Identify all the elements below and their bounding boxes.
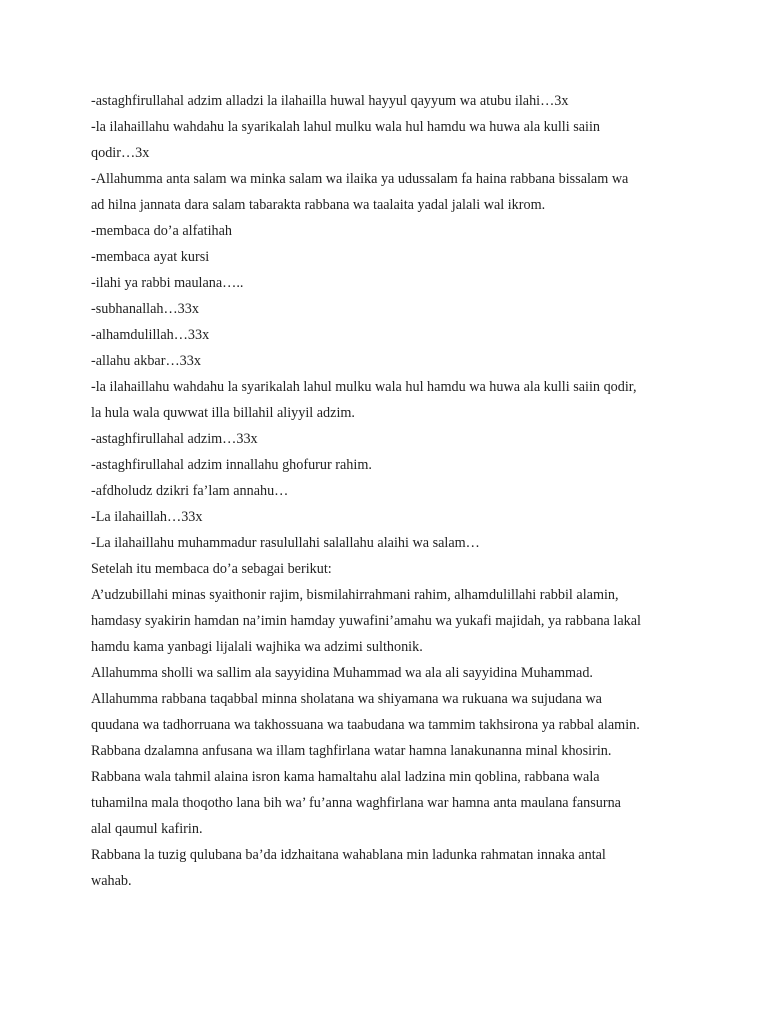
text-line: -subhanallah…33x xyxy=(91,301,199,317)
text-line: la hula wala quwwat illa billahil aliyyil adzim. xyxy=(91,405,355,421)
text-line: tuhamilna mala thoqotho lana bih wa’ fu’anna waghfirlana war hamna anta maulana fansurna xyxy=(91,795,621,811)
text-line: Allahumma rabbana taqabbal minna sholatana wa shiyamana wa rukuana wa sujudana wa xyxy=(91,691,602,707)
text-line: hamdu kama yanbagi lijalali wajhika wa adzimi sulthonik. xyxy=(91,639,423,655)
text-line: -Allahumma anta salam wa minka salam wa ilaika ya udussalam fa haina rabbana bissalam wa xyxy=(91,171,629,187)
text-line: wahab. xyxy=(91,873,132,889)
text-line: -membaca ayat kursi xyxy=(91,249,210,265)
text-line: A’udzubillahi minas syaithonir rajim, bismilahirrahmani rahim, alhamdulillahi rabbil alamin, xyxy=(91,587,619,603)
text-line: -afdholudz dzikri fa’lam annahu… xyxy=(91,483,289,499)
text-line: Setelah itu membaca do’a sebagai berikut: xyxy=(91,561,332,577)
text-line: -alhamdulillah…33x xyxy=(91,327,210,343)
document-page xyxy=(91,88,691,894)
text-line: alal qaumul kafirin. xyxy=(91,821,203,837)
text-line: qodir…3x xyxy=(91,145,150,161)
text-line: quudana wa tadhorruana wa takhossuana wa taabudana wa tammim takhsirona ya rabbal alamin. xyxy=(91,717,640,733)
text-line: Rabbana la tuzig qulubana ba’da idzhaitana wahablana min ladunka rahmatan innaka antal xyxy=(91,847,606,863)
text-line: Rabbana wala tahmil alaina isron kama hamaltahu alal ladzina min qoblina, rabbana wala xyxy=(91,769,600,785)
text-line: -la ilahaillahu wahdahu la syarikalah lahul mulku wala hul hamdu wa huwa ala kulli saiin xyxy=(91,119,601,135)
text-line: -La ilahaillah…33x xyxy=(91,509,203,525)
text-line: -astaghfirullahal adzim…33x xyxy=(91,431,258,447)
text-line: -astaghfirullahal adzim alladzi la ilahailla huwal hayyul qayyum wa atubu ilahi…3x xyxy=(91,93,569,109)
text-line: Rabbana dzalamna anfusana wa illam taghfirlana watar hamna lanakunanna minal khosirin. xyxy=(91,743,612,759)
text-line: -La ilahaillahu muhammadur rasulullahi salallahu alaihi wa salam… xyxy=(91,535,480,551)
text-line: Allahumma sholli wa sallim ala sayyidina Muhammad wa ala ali sayyidina Muhammad. xyxy=(91,665,593,681)
text-line: -allahu akbar…33x xyxy=(91,353,201,369)
text-line: -la ilahaillahu wahdahu la syarikalah lahul mulku wala hul hamdu wa huwa ala kulli saiin qodir, xyxy=(91,379,637,395)
text-line: -ilahi ya rabbi maulana….. xyxy=(91,275,244,291)
text-line: -membaca do’a alfatihah xyxy=(91,223,233,239)
text-line: ad hilna jannata dara salam tabarakta rabbana wa taalaita yadal jalali wal ikrom. xyxy=(91,197,546,213)
text-line: -astaghfirullahal adzim innallahu ghofurur rahim. xyxy=(91,457,372,473)
text-line: hamdasy syakirin hamdan na’imin hamday yuwafini’amahu wa yukafi majidah, ya rabbana lakal xyxy=(91,613,641,629)
